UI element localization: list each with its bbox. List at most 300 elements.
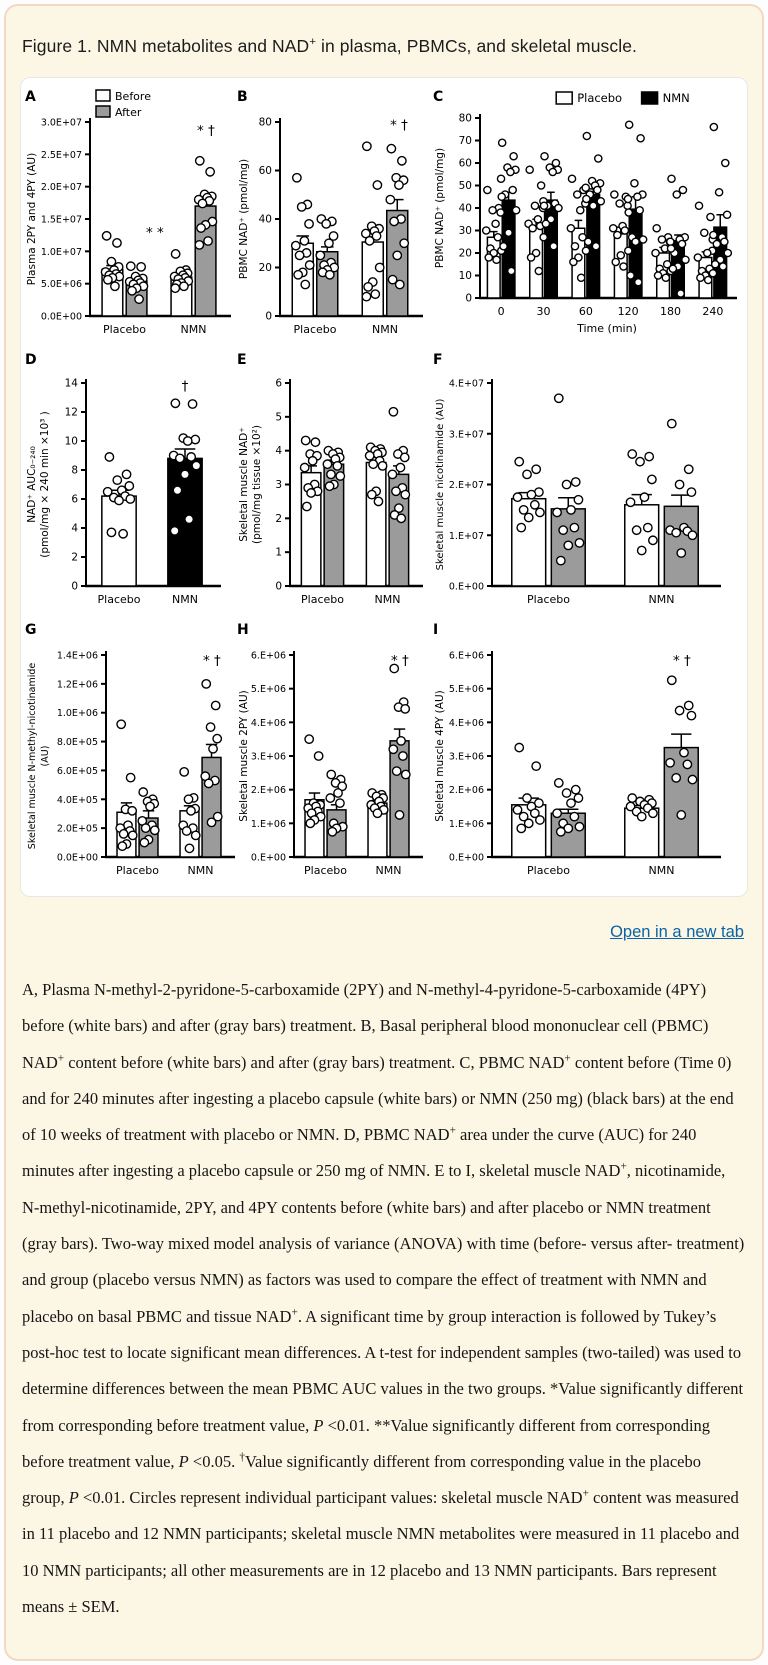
- data-point: [140, 838, 148, 846]
- panel-A-chart: [24, 86, 234, 344]
- panel-letter: E: [237, 352, 247, 368]
- significance-annotation: * †: [390, 117, 408, 134]
- panel-E-chart: [236, 349, 432, 614]
- data-point: [688, 775, 696, 783]
- y-axis-label: Skeletal muscle 4PY (AU): [434, 690, 446, 822]
- panel-G: [24, 619, 236, 892]
- panel-H-chart: [236, 619, 432, 887]
- y-tick-label: 4.E+07: [448, 378, 484, 390]
- data-point: [541, 153, 548, 160]
- data-point: [667, 245, 674, 252]
- data-point: [322, 220, 330, 228]
- y-tick-label: 80: [458, 112, 472, 125]
- x-tick-label: NMN: [648, 864, 675, 877]
- data-point: [553, 508, 561, 516]
- data-point: [688, 531, 696, 539]
- panel-F-chart: [432, 349, 748, 614]
- data-point: [499, 139, 506, 146]
- x-tick-label: 120: [617, 305, 639, 318]
- data-point: [374, 497, 382, 505]
- data-point: [485, 254, 492, 261]
- panel-letter: F: [433, 352, 443, 368]
- data-point: [493, 256, 500, 263]
- data-point: [536, 816, 544, 824]
- data-point: [634, 193, 641, 200]
- y-axis-label: (pmol/mg tissue ×10²): [251, 425, 263, 544]
- data-point: [292, 241, 300, 249]
- data-point: [658, 236, 665, 243]
- y-tick-label: 20: [458, 247, 472, 260]
- y-axis-label: Skeletal muscle nicotinamide (AU): [435, 398, 446, 571]
- data-point: [574, 496, 582, 504]
- figure-panel-grid: [24, 86, 748, 892]
- data-point: [519, 506, 527, 514]
- data-point: [531, 501, 539, 509]
- y-tick-label: 3.E+07: [448, 429, 484, 441]
- data-point: [386, 195, 394, 203]
- data-point: [662, 274, 669, 281]
- data-point: [722, 159, 729, 166]
- x-tick-label: Placebo: [293, 323, 337, 336]
- panel-I-chart: [432, 619, 748, 887]
- x-tick-label: NMN: [375, 864, 402, 877]
- data-point: [532, 762, 540, 770]
- x-tick-label: NMN: [172, 593, 198, 606]
- data-point: [668, 419, 676, 427]
- y-axis-label: PBMC NAD⁺ (pmol/mg): [238, 158, 250, 280]
- y-tick-label: 3.0E+07: [40, 117, 82, 129]
- data-point: [494, 234, 501, 241]
- data-point: [628, 450, 636, 458]
- data-point: [300, 463, 308, 471]
- data-point: [401, 453, 409, 461]
- bar: [625, 505, 659, 586]
- data-point: [336, 799, 344, 807]
- data-point: [597, 198, 604, 205]
- data-point: [510, 153, 517, 160]
- data-point: [529, 225, 536, 232]
- data-point: [402, 770, 410, 778]
- data-point: [308, 457, 316, 465]
- panel-A: [24, 86, 236, 349]
- y-tick-label: 0: [465, 292, 472, 305]
- data-point: [585, 238, 592, 245]
- data-point: [397, 514, 405, 522]
- data-point: [567, 225, 574, 232]
- data-point: [375, 263, 383, 271]
- y-axis-label: Skeletal muscle 2PY (AU): [238, 690, 250, 822]
- y-tick-label: 4.E+06: [448, 717, 484, 729]
- data-point: [390, 217, 398, 225]
- data-point: [723, 211, 730, 218]
- data-point: [705, 276, 712, 283]
- y-tick-label: 40: [258, 213, 272, 226]
- data-point: [325, 482, 333, 490]
- data-point: [400, 239, 408, 247]
- data-point: [672, 529, 680, 537]
- data-point: [507, 168, 514, 175]
- bar: [664, 506, 698, 586]
- panel-H: [236, 619, 432, 892]
- data-point: [333, 462, 341, 470]
- data-point: [640, 236, 647, 243]
- data-point: [389, 745, 397, 753]
- data-point: [197, 224, 205, 232]
- data-point: [115, 496, 123, 504]
- y-tick-label: 0.E+00: [448, 581, 484, 593]
- data-point: [617, 252, 624, 259]
- data-point: [204, 779, 212, 787]
- data-point: [326, 794, 334, 802]
- data-point: [180, 768, 188, 776]
- data-point: [594, 186, 601, 193]
- data-point: [295, 251, 303, 259]
- data-point: [192, 461, 200, 469]
- data-point: [555, 204, 562, 211]
- data-point: [484, 186, 491, 193]
- y-tick-label: 0: [265, 310, 272, 323]
- data-point: [316, 251, 324, 259]
- data-point: [176, 454, 184, 462]
- data-point: [648, 475, 656, 483]
- y-tick-label: 2.E+07: [448, 480, 484, 491]
- data-point: [636, 207, 643, 214]
- data-point: [213, 734, 221, 742]
- data-point: [590, 202, 597, 209]
- x-tick-label: Placebo: [97, 593, 141, 606]
- figure-image-box[interactable]: [20, 77, 748, 897]
- x-tick-label: 30: [536, 305, 551, 318]
- data-point: [666, 759, 674, 767]
- data-point: [293, 174, 301, 182]
- y-tick-label: 1.E+07: [448, 530, 484, 542]
- significance-annotation: * †: [390, 653, 409, 670]
- data-point: [119, 830, 127, 838]
- panel-D: [24, 349, 236, 619]
- data-point: [328, 828, 336, 836]
- data-point: [687, 488, 695, 496]
- data-point: [542, 220, 549, 227]
- y-tick-label: 0.E+00: [250, 852, 286, 864]
- data-point: [187, 453, 195, 461]
- data-point: [631, 180, 638, 187]
- x-tick-label: Placebo: [301, 593, 344, 606]
- data-point: [392, 767, 400, 775]
- data-point: [572, 478, 580, 486]
- data-point: [611, 191, 618, 198]
- figure-title: Figure 1. NMN metabolites and NAD+ in plasma, PBMCs, and skeletal muscle.: [22, 36, 638, 56]
- y-tick-label: 1.5E+07: [40, 214, 82, 226]
- data-point: [300, 237, 308, 245]
- legend-label: After: [115, 106, 142, 119]
- data-point: [483, 227, 490, 234]
- data-point: [306, 819, 314, 827]
- data-point: [592, 243, 599, 250]
- x-tick-label: NMN: [187, 864, 214, 877]
- data-point: [127, 262, 135, 270]
- data-point: [207, 818, 215, 826]
- data-point: [612, 258, 619, 265]
- data-point: [574, 794, 582, 802]
- data-point: [550, 243, 557, 250]
- open-new-tab-link[interactable]: Open in a new tab: [610, 923, 744, 941]
- data-point: [715, 189, 722, 196]
- data-point: [527, 254, 534, 261]
- data-point: [311, 438, 319, 446]
- y-tick-label: 5.E+06: [250, 684, 286, 696]
- data-point: [632, 238, 639, 245]
- y-tick-label: 5.0E+06: [40, 279, 82, 291]
- data-point: [398, 157, 406, 165]
- data-point: [626, 121, 633, 128]
- data-point: [327, 470, 335, 478]
- link-row: [6, 923, 744, 942]
- panel-letter: C: [433, 89, 444, 105]
- legend-label: Placebo: [577, 91, 623, 105]
- data-point: [654, 272, 661, 279]
- data-point: [146, 802, 154, 810]
- data-point: [649, 809, 657, 817]
- legend-swatch: [642, 92, 658, 104]
- x-tick-label: 60: [578, 305, 593, 318]
- data-point: [137, 263, 145, 271]
- data-point: [307, 489, 315, 497]
- data-point: [701, 229, 708, 236]
- data-point: [182, 827, 190, 835]
- data-point: [505, 229, 512, 236]
- data-point: [549, 168, 556, 175]
- y-tick-label: 5.E+06: [448, 684, 484, 696]
- data-point: [395, 811, 403, 819]
- data-point: [497, 175, 504, 182]
- y-tick-label: 2.0E+05: [56, 823, 98, 835]
- data-point: [673, 191, 680, 198]
- data-point: [627, 272, 634, 279]
- y-tick-label: 8: [71, 464, 78, 477]
- bar: [102, 496, 136, 586]
- data-point: [570, 812, 578, 820]
- data-point: [298, 203, 306, 211]
- data-point: [111, 282, 119, 290]
- data-point: [687, 711, 695, 719]
- data-point: [540, 234, 547, 241]
- data-point: [117, 720, 125, 728]
- panel-letter: D: [25, 352, 37, 368]
- data-point: [401, 490, 409, 498]
- data-point: [184, 437, 192, 445]
- data-point: [209, 745, 217, 753]
- data-point: [637, 135, 644, 142]
- y-tick-label: 1.0E+07: [40, 246, 82, 258]
- data-point: [305, 220, 313, 228]
- y-tick-label: 1.E+06: [250, 818, 286, 830]
- panel-letter: G: [25, 622, 37, 638]
- data-point: [636, 457, 644, 465]
- data-point: [572, 785, 580, 793]
- data-point: [567, 799, 575, 807]
- data-point: [184, 795, 192, 803]
- data-point: [614, 231, 621, 238]
- data-point: [668, 175, 675, 182]
- data-point: [325, 239, 333, 247]
- data-point: [513, 806, 521, 814]
- panel-C: [432, 86, 748, 349]
- data-point: [672, 774, 680, 782]
- data-point: [535, 267, 542, 274]
- data-point: [694, 254, 701, 261]
- data-point: [675, 706, 683, 714]
- y-tick-label: 1.4E+06: [56, 650, 98, 662]
- data-point: [559, 526, 567, 534]
- data-point: [489, 207, 496, 214]
- data-point: [526, 166, 533, 173]
- data-point: [336, 472, 344, 480]
- y-tick-label: 10: [64, 435, 78, 448]
- data-point: [553, 809, 561, 817]
- x-tick-label: NMN: [648, 593, 675, 606]
- data-point: [364, 283, 372, 291]
- significance-annotation: * *: [145, 225, 164, 242]
- data-point: [707, 213, 714, 220]
- data-point: [204, 237, 212, 245]
- data-point: [713, 240, 720, 247]
- significance-annotation: * †: [672, 653, 691, 670]
- data-point: [206, 168, 214, 176]
- y-tick-label: 8.0E+05: [56, 737, 98, 749]
- data-point: [640, 493, 648, 501]
- data-point: [515, 743, 523, 751]
- data-point: [378, 462, 386, 470]
- data-point: [305, 261, 313, 269]
- data-point: [294, 271, 302, 279]
- panel-B-chart: [236, 86, 432, 344]
- x-tick-label: 240: [702, 305, 724, 318]
- y-axis-label: Plasma 2PY and 4PY (AU): [26, 152, 38, 286]
- data-point: [527, 490, 535, 498]
- data-point: [396, 280, 404, 288]
- data-point: [206, 723, 214, 731]
- data-point: [334, 789, 342, 797]
- data-point: [362, 292, 370, 300]
- bar: [387, 211, 408, 316]
- data-point: [536, 508, 544, 516]
- data-point: [677, 811, 685, 819]
- data-point: [365, 452, 373, 460]
- data-point: [171, 527, 179, 535]
- data-point: [538, 182, 545, 189]
- y-tick-label: 1: [275, 546, 282, 559]
- y-axis-label: PBMC NAD⁺ (pmol/mg): [434, 147, 446, 269]
- panel-G-chart: [24, 619, 236, 887]
- data-point: [635, 279, 642, 286]
- legend-swatch: [556, 92, 572, 104]
- data-point: [373, 181, 381, 189]
- data-point: [685, 701, 693, 709]
- y-tick-label: 60: [458, 157, 472, 170]
- x-tick-label: Placebo: [304, 864, 347, 877]
- data-point: [371, 290, 379, 298]
- y-tick-label: 1.2E+06: [56, 679, 98, 691]
- data-point: [649, 536, 657, 544]
- y-tick-label: 0.0E+00: [56, 852, 98, 864]
- data-point: [669, 265, 676, 272]
- y-tick-label: 6: [71, 493, 78, 506]
- data-point: [509, 186, 516, 193]
- x-tick-label: Placebo: [103, 323, 146, 336]
- data-point: [625, 209, 632, 216]
- y-tick-label: 0: [275, 580, 282, 593]
- data-point: [697, 274, 704, 281]
- data-point: [171, 250, 179, 258]
- y-tick-label: 40: [458, 202, 472, 215]
- data-point: [710, 231, 717, 238]
- x-tick-label: 0: [497, 305, 505, 318]
- data-point: [710, 123, 717, 130]
- data-point: [721, 238, 728, 245]
- data-point: [709, 270, 716, 277]
- data-point: [555, 394, 563, 402]
- data-point: [685, 465, 693, 473]
- data-point: [373, 809, 381, 817]
- data-point: [327, 770, 335, 778]
- data-point: [141, 824, 149, 832]
- data-point: [173, 486, 181, 494]
- legend-swatch: [96, 90, 110, 101]
- figure-card: [4, 4, 764, 1661]
- y-axis-label: (pmol/mg × 240 min ×10³ ): [39, 411, 51, 558]
- y-axis-label: Skeletal muscle N-methyl-nicotinamide: [27, 662, 38, 850]
- panel-E: [236, 349, 432, 619]
- data-point: [104, 276, 112, 284]
- y-tick-label: 1.E+06: [448, 818, 484, 830]
- data-point: [301, 280, 309, 288]
- data-point: [126, 495, 134, 503]
- y-tick-label: 50: [458, 180, 472, 192]
- data-point: [678, 240, 685, 247]
- data-point: [113, 476, 121, 484]
- data-point: [492, 220, 499, 227]
- y-tick-label: 3.E+06: [250, 751, 286, 763]
- data-point: [363, 142, 371, 150]
- data-point: [620, 263, 627, 270]
- data-point: [171, 284, 179, 292]
- data-point: [570, 523, 578, 531]
- data-point: [570, 258, 577, 265]
- data-point: [180, 282, 188, 290]
- data-point: [323, 460, 331, 468]
- data-point: [564, 541, 572, 549]
- y-tick-label: 2.E+06: [250, 785, 286, 797]
- y-axis-label: Skeletal muscle NAD⁺: [238, 427, 250, 542]
- data-point: [119, 530, 127, 538]
- y-tick-label: 2: [71, 551, 78, 564]
- data-point: [105, 453, 113, 461]
- data-point: [188, 400, 196, 408]
- y-tick-label: 30: [458, 225, 472, 237]
- x-tick-label: NMN: [374, 593, 401, 606]
- data-point: [578, 274, 585, 281]
- y-tick-label: 2: [275, 512, 282, 525]
- data-point: [185, 515, 193, 523]
- data-point: [574, 191, 581, 198]
- data-point: [513, 493, 521, 501]
- x-tick-label: 180: [660, 305, 681, 318]
- data-point: [595, 155, 602, 162]
- data-point: [525, 819, 533, 827]
- data-point: [303, 502, 311, 510]
- data-point: [113, 239, 121, 247]
- panel-letter: I: [433, 622, 439, 638]
